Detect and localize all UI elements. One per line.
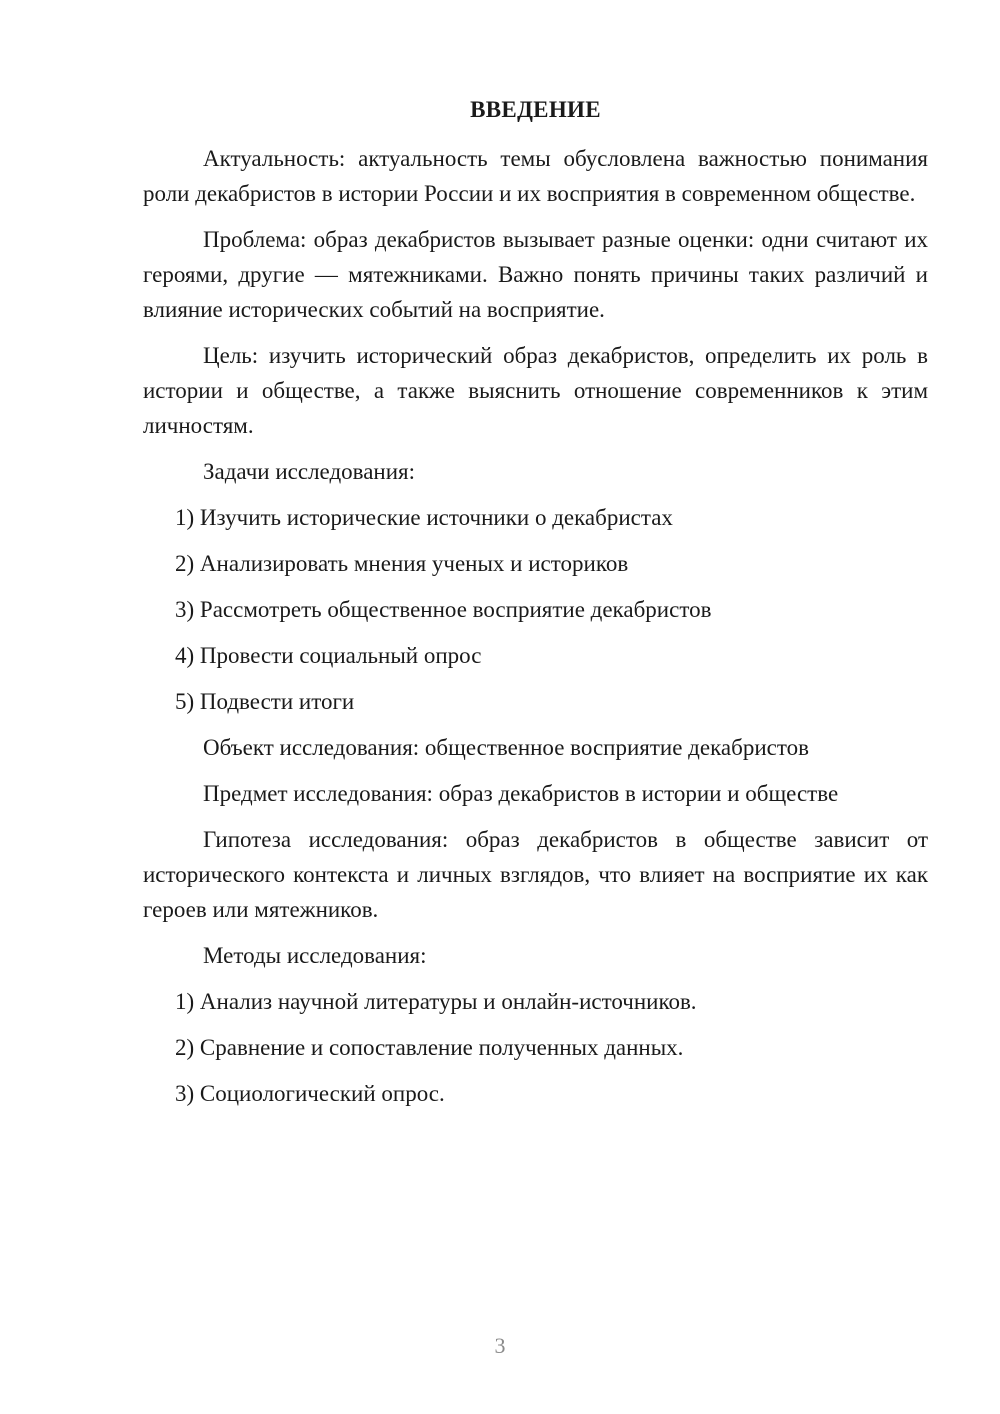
list-item: 2) Анализировать мнения ученых и историков — [175, 551, 629, 576]
list-item: 1) Изучить исторические источники о декабристах — [175, 505, 673, 530]
list-item: 2) Сравнение и сопоставление полученных данных. — [175, 1035, 684, 1060]
paragraph-relevance: Актуальность: актуальность темы обусловлена важностью понимания роли декабристов в истории России и их восприятия в современном обществе. — [143, 146, 928, 206]
methods-heading: Методы исследования: — [203, 943, 427, 968]
paragraph-goal: Цель: изучить исторический образ декабристов, определить их роль в истории и обществе, а также выяснить отношение современников к этим личностям. — [143, 343, 928, 438]
tasks-list — [143, 500, 928, 730]
list-item: 3) Социологический опрос. — [175, 1081, 445, 1106]
page-content — [143, 92, 928, 1122]
list-item: 4) Провести социальный опрос — [175, 643, 482, 668]
page-number: 3 — [494, 1333, 506, 1358]
paragraph-problem: Проблема: образ декабристов вызывает разные оценки: одни считают их героями, другие — мятежниками. Важно понять причины таких различий и влияние исторических событий на восприятие. — [143, 227, 928, 322]
list-item: 3) Рассмотреть общественное восприятие декабристов — [175, 597, 712, 622]
methods-list — [143, 984, 928, 1122]
paragraph-subject: Предмет исследования: образ декабристов в истории и обществе — [203, 781, 839, 806]
list-item: 5) Подвести итоги — [175, 689, 355, 714]
list-item: 1) Анализ научной литературы и онлайн-источников. — [175, 989, 697, 1014]
paragraph-hypothesis: Гипотеза исследования: образ декабристов в обществе зависит от исторического контекста и личных взглядов, что влияет на восприятие их как героев или мятежников. — [143, 827, 928, 922]
tasks-heading: Задачи исследования: — [203, 459, 416, 484]
paragraph-object: Объект исследования: общественное восприятие декабристов — [203, 735, 809, 760]
page-title: ВВЕДЕНИЕ — [470, 97, 601, 122]
